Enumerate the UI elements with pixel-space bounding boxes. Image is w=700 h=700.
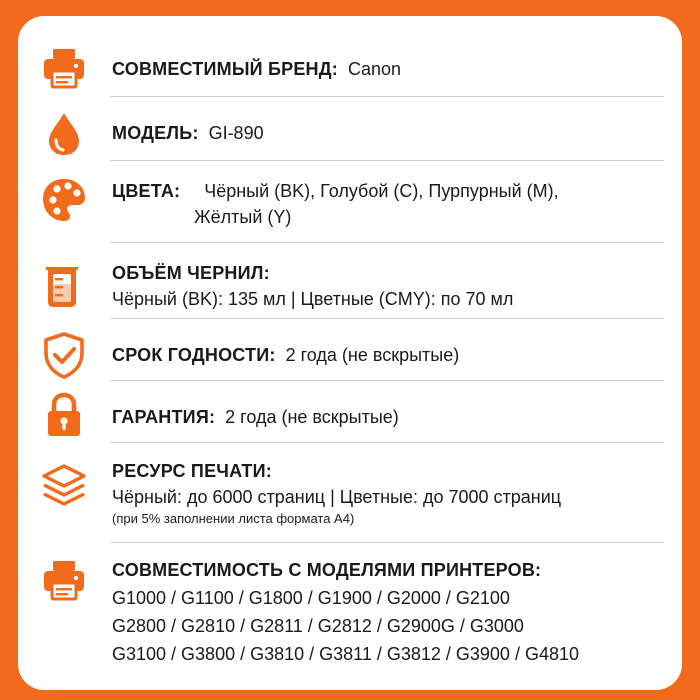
spec-value-continued: Жёлтый (Y) (194, 207, 292, 227)
divider (110, 380, 664, 381)
shield-check-icon (40, 331, 88, 379)
printer-icon (40, 44, 88, 92)
spec-text (112, 178, 662, 230)
spec-text (112, 404, 662, 430)
palette-icon (40, 176, 88, 224)
spec-text (112, 260, 662, 312)
spec-text (112, 342, 662, 368)
spec-label: ГАРАНТИЯ: (112, 407, 216, 427)
spec-text (112, 56, 662, 82)
spec-label: СОВМЕСТИМЫЙ БРЕНД: (112, 59, 338, 79)
spec-row-model (18, 104, 682, 162)
spec-label: СОВМЕСТИМОСТЬ С МОДЕЛЯМИ ПРИНТЕРОВ: (112, 560, 542, 580)
printer-icon (40, 556, 88, 604)
spec-row-warranty (18, 388, 682, 446)
spec-card (18, 16, 682, 690)
spec-text (112, 120, 662, 146)
divider (110, 242, 664, 243)
padlock-icon (40, 391, 88, 439)
spec-label: СРОК ГОДНОСТИ: (112, 345, 276, 365)
spec-value: 2 года (не вскрытые) (285, 345, 460, 365)
divider (110, 318, 664, 319)
spec-label: РЕСУРС ПЕЧАТИ: (112, 461, 272, 481)
spec-row-compatible-models (18, 550, 682, 686)
spec-label: ОБЪЁМ ЧЕРНИЛ: (112, 263, 270, 283)
spec-label: ЦВЕТА: (112, 181, 181, 201)
spec-value: Чёрный (BK): 135 мл | Цветные (CMY): по 70 мл (112, 289, 514, 309)
spec-value: Чёрный (BK), Голубой (C), Пурпурный (M), (204, 181, 559, 201)
spec-row-print-yield (18, 450, 682, 540)
spec-row-shelf-life (18, 326, 682, 384)
model-list-line: G1000 / G1100 / G1800 / G1900 / G2000 / G2100 (112, 588, 510, 608)
divider (110, 542, 664, 543)
model-list-line: G3100 / G3800 / G3810 / G3811 / G3812 / G3900 / G4810 (112, 644, 579, 664)
spec-value: GI-890 (208, 123, 264, 143)
spec-label: МОДЕЛЬ: (112, 123, 199, 143)
spec-row-brand (18, 40, 682, 98)
spec-value: 2 года (не вскрытые) (225, 407, 399, 427)
divider (110, 160, 664, 161)
spec-value: Canon (347, 59, 402, 79)
spec-row-ink-volume (18, 250, 682, 326)
spec-footnote: (при 5% заполнении листа формата А4) (112, 511, 355, 526)
spec-row-colors (18, 168, 682, 244)
beaker-icon (40, 262, 88, 310)
layers-icon (40, 462, 88, 510)
ink-drop-icon (40, 110, 88, 158)
spec-value: Чёрный: до 6000 страниц | Цветные: до 7000 страниц (112, 487, 562, 507)
divider (110, 96, 664, 97)
model-list-line: G2800 / G2810 / G2811 / G2812 / G2900G / G3000 (112, 616, 524, 636)
spec-text (112, 458, 662, 528)
divider (110, 442, 664, 443)
spec-text (112, 556, 662, 668)
